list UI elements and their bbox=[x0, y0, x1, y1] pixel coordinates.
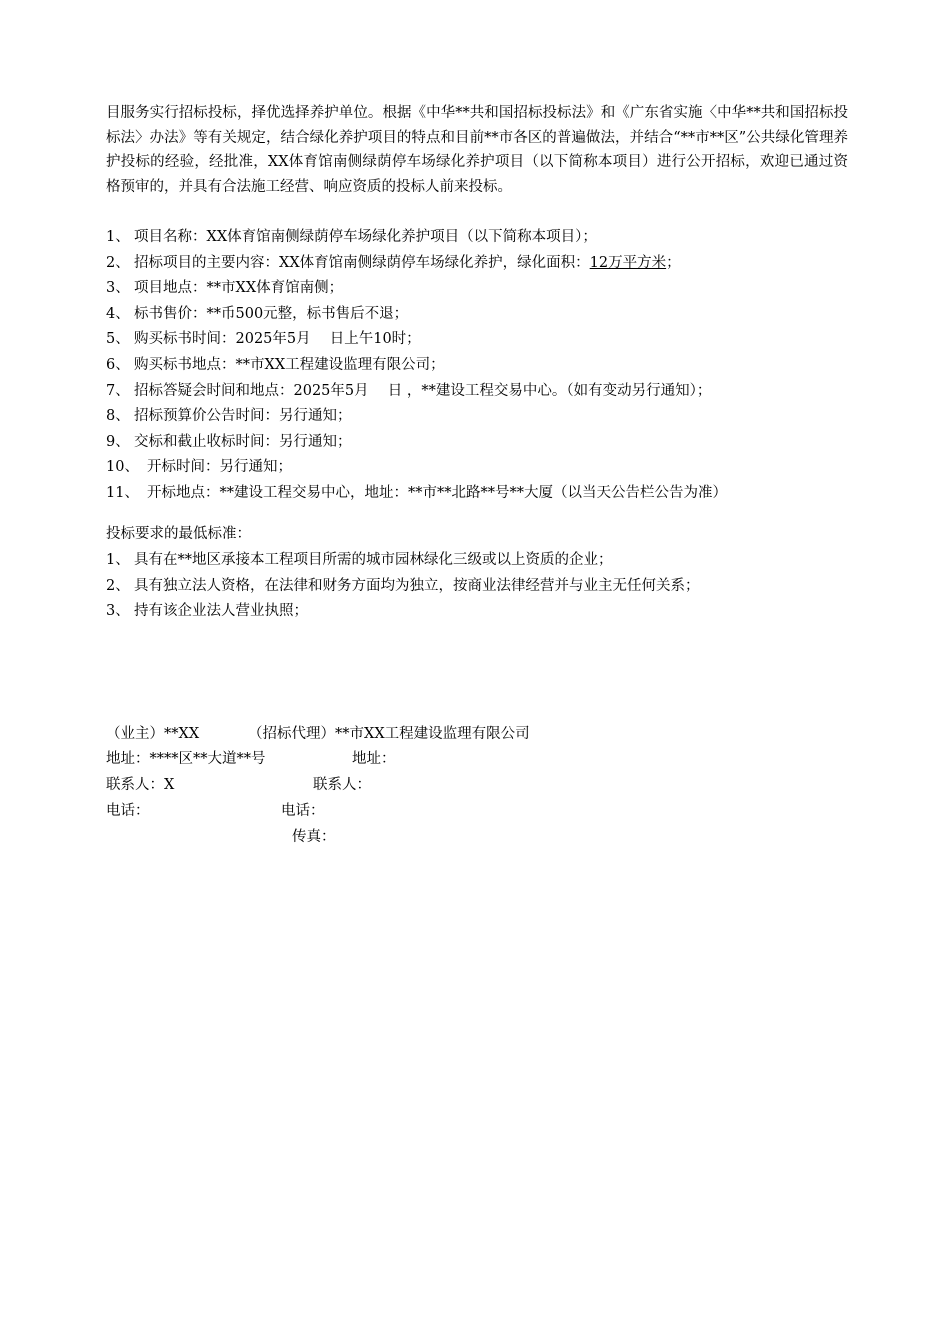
requirements-list bbox=[106, 548, 848, 625]
agent-contact-person: 联系人： bbox=[313, 777, 371, 793]
item-text: 持有该企业法人营业执照； bbox=[134, 603, 308, 620]
intro-paragraph: 目服务实行招标投标，择优选择养护单位。根据《中华**共和国招标投标法》和《广东省实施〈中华**共和国招标投标法〉办法》等有关规定，结合绿化养护项目的特点和目前**市各区的普遍做法，并结合“**市**区”公共绿化管理养护投标的经验，经批准，XX体育馆南侧绿荫停车场绿化养护项目（以下简称本项目）进行公开招标，欢迎已通过资格预审的，并具有合法施工经营、响应资质的投标人前来投标。 bbox=[106, 105, 848, 195]
item-text: 购买标书时间：2025年5月 日上午10时； bbox=[134, 331, 421, 348]
list-item bbox=[106, 379, 848, 405]
item-text: 标书售价：**币500元整，标书售后不退； bbox=[134, 305, 409, 322]
list-item bbox=[106, 225, 848, 251]
area-value: 12万平方米 bbox=[589, 254, 667, 271]
item-number: 5、 bbox=[106, 331, 130, 348]
item-text: 项目名称：XX体育馆南侧绿荫停车场绿化养护项目（以下简称本项目）； bbox=[134, 229, 597, 245]
item-number: 10、 bbox=[106, 459, 139, 476]
agent-name: （招标代理）**市XX工程建设监理有限公司 bbox=[248, 726, 530, 742]
agent-fax: 传真： bbox=[292, 829, 336, 845]
list-item bbox=[106, 599, 848, 625]
agent-address: 地址： bbox=[352, 751, 396, 767]
item-number: 4、 bbox=[106, 305, 130, 322]
item-text: 购买标书地点：**市XX工程建设监理有限公司； bbox=[134, 356, 445, 373]
list-item bbox=[106, 548, 848, 574]
item-number: 1、 bbox=[106, 229, 130, 245]
list-item bbox=[106, 327, 848, 353]
agent-phone: 电话： bbox=[281, 803, 325, 819]
item-number: 3、 bbox=[106, 280, 130, 297]
item-number: 9、 bbox=[106, 433, 130, 450]
item-text: 开标时间：另行通知； bbox=[147, 459, 292, 476]
list-item bbox=[106, 404, 848, 430]
requirements-title: 投标要求的最低标准： bbox=[106, 526, 251, 542]
list-item bbox=[106, 251, 848, 277]
item-number: 6、 bbox=[106, 356, 130, 373]
list-item bbox=[106, 276, 848, 302]
item-text: 招标预算价公告时间：另行通知； bbox=[134, 408, 352, 425]
owner-address: 地址：****区**大道**号 bbox=[106, 751, 266, 767]
item-text: 项目地点：**市XX体育馆南侧； bbox=[134, 280, 344, 297]
item-number: 11、 bbox=[106, 484, 139, 501]
item-text: 具有在**地区承接本工程项目所需的城市园林绿化三级或以上资质的企业； bbox=[134, 552, 613, 568]
item-text-tail: ； bbox=[666, 254, 681, 271]
list-item bbox=[106, 481, 848, 507]
list-item bbox=[106, 302, 848, 328]
item-text: 交标和截止收标时间：另行通知； bbox=[134, 433, 352, 450]
list-item bbox=[106, 430, 848, 456]
item-text: 招标答疑会时间和地点：2025年5月 日 ，**建设工程交易中心。（如有变动另行通知）； bbox=[134, 382, 712, 399]
item-number: 2、 bbox=[106, 577, 130, 594]
owner-phone: 电话： bbox=[106, 803, 150, 819]
owner-name: （业主）**XX bbox=[106, 726, 200, 742]
item-number: 3、 bbox=[106, 603, 130, 620]
tender-items-list bbox=[106, 225, 848, 507]
item-text: 开标地点：**建设工程交易中心，地址：**市**北路**号**大厦（以当天公告栏公告为准） bbox=[147, 484, 727, 501]
item-number: 7、 bbox=[106, 382, 130, 399]
list-item bbox=[106, 353, 848, 379]
item-number: 8、 bbox=[106, 408, 130, 425]
item-text: 具有独立法人资格，在法律和财务方面均为独立，按商业法律经营并与业主无任何关系； bbox=[134, 577, 700, 594]
item-text: 招标项目的主要内容：XX体育馆南侧绿荫停车场绿化养护，绿化面积： bbox=[134, 254, 590, 271]
item-number: 1、 bbox=[106, 552, 130, 568]
list-item bbox=[106, 574, 848, 600]
item-number: 2、 bbox=[106, 254, 130, 271]
owner-contact-person: 联系人：X bbox=[106, 777, 175, 793]
list-item bbox=[106, 455, 848, 481]
